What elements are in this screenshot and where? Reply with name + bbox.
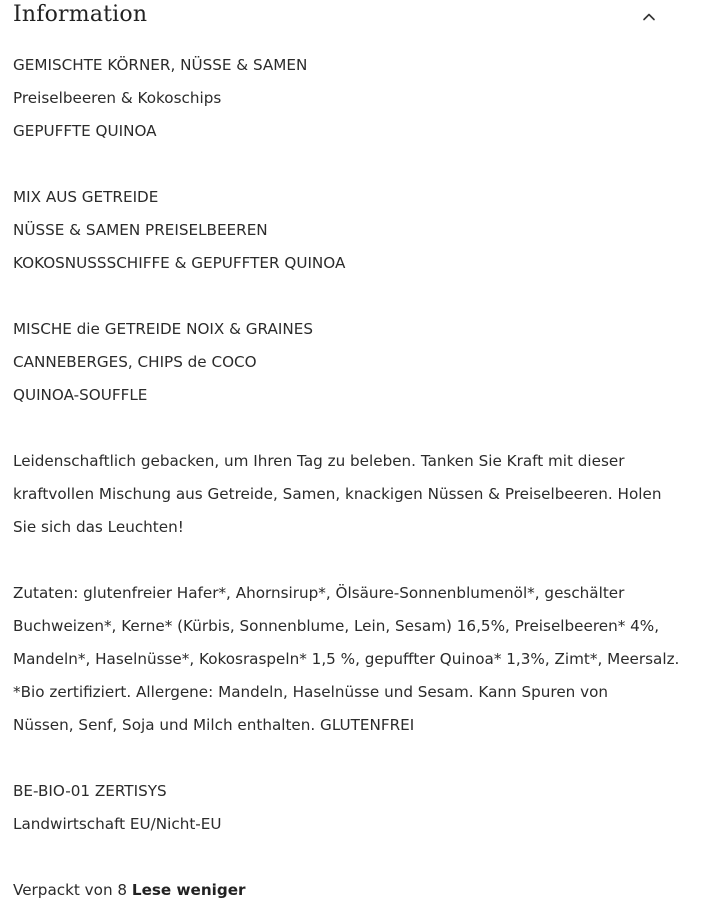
spacer: [13, 280, 693, 313]
chevron-up-icon[interactable]: [641, 9, 657, 25]
product-name-line: MISCHE die GETREIDE NOIX & GRAINES: [13, 320, 313, 338]
certification-line: BE-BIO-01 ZERTISYS: [13, 782, 167, 800]
ingredients-line: Zutaten: glutenfreier Hafer*, Ahornsirup*, Ölsäure-Sonnenblumenöl*, geschälter: [13, 584, 625, 602]
read-less-link[interactable]: Lese weniger: [131, 881, 246, 899]
information-content: [13, 49, 693, 907]
description-line: kraftvollen Mischung aus Getreide, Samen, knackigen Nüssen & Preiselbeeren. Holen: [13, 485, 662, 503]
spacer: [13, 412, 693, 445]
ingredients-line: Mandeln*, Haselnüsse*, Kokosraspeln* 1,5 %, gepuffter Quinoa* 1,3%, Zimt*, Meersalz.: [13, 650, 680, 668]
ingredients-line: Nüssen, Senf, Soja und Milch enthalten. GLUTENFREI: [13, 716, 415, 734]
spacer: [13, 544, 693, 577]
description-line: Leidenschaftlich gebacken, um Ihren Tag zu beleben. Tanken Sie Kraft mit dieser: [13, 452, 625, 470]
product-name-line: GEPUFFTE QUINOA: [13, 122, 157, 140]
description-line: Sie sich das Leuchten!: [13, 518, 184, 536]
spacer: [13, 742, 693, 775]
spacer: [13, 841, 693, 874]
packed-by-text: Verpackt von 8: [13, 881, 132, 899]
spacer: [13, 148, 693, 181]
product-name-line: KOKOSNUSSSCHIFFE & GEPUFFTER QUINOA: [13, 254, 346, 272]
product-name-line: GEMISCHTE KÖRNER, NÜSSE & SAMEN: [13, 56, 308, 74]
section-title: Information: [13, 2, 148, 27]
product-name-line: Preiselbeeren & Kokoschips: [13, 89, 222, 107]
ingredients-line: Buchweizen*, Kerne* (Kürbis, Sonnenblume, Lein, Sesam) 16,5%, Preiselbeeren* 4%,: [13, 617, 660, 635]
information-section-header[interactable]: [13, 0, 663, 34]
certification-line: Landwirtschaft EU/Nicht-EU: [13, 815, 222, 833]
product-name-line: QUINOA-SOUFFLE: [13, 386, 148, 404]
packed-by-row: [13, 874, 693, 907]
product-name-line: NÜSSE & SAMEN PREISELBEEREN: [13, 221, 268, 239]
product-name-line: CANNEBERGES, CHIPS de COCO: [13, 353, 257, 371]
ingredients-line: *Bio zertifiziert. Allergene: Mandeln, Haselnüsse und Sesam. Kann Spuren von: [13, 683, 609, 701]
product-name-line: MIX AUS GETREIDE: [13, 188, 159, 206]
